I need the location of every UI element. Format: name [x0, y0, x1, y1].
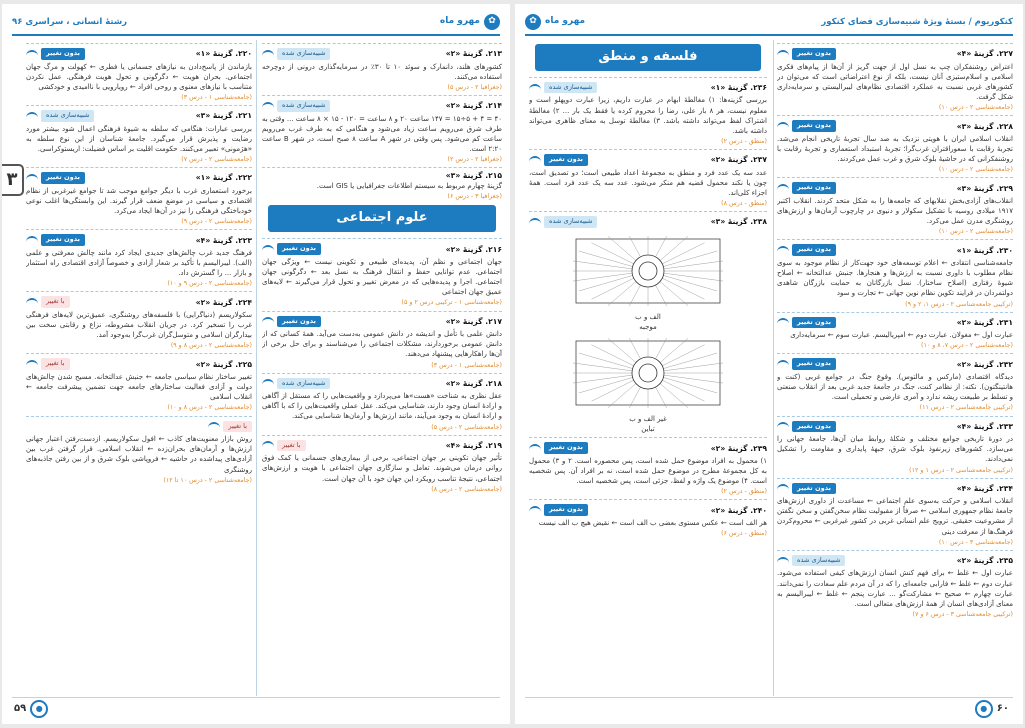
change-status-badge: بدون تغییر [792, 120, 836, 132]
answer-block [26, 353, 252, 412]
answer-header-left [26, 294, 70, 310]
answer-text: در دورهٔ تاریخی جوامع مختلف و شکلهٔ روابط میان آن‌ها، جامعهٔ جهانی را می‌سازد. کشورهای زیرنفوذ بلوک شرق، جبههٔ پایداری و مقاومت را تشکیل نمی‌دادند. [777, 435, 1013, 464]
answer-header [26, 167, 252, 186]
signal-icon [26, 236, 38, 244]
answer-block [26, 291, 252, 350]
source-reference: (جغرافیا ۳ - درس ۶) [447, 193, 502, 201]
answer-number: ۲۴۰. گزینهٔ «۲» [710, 505, 767, 515]
answer-text: دانش علمی با تأمل و اندیشه در دانش عمومی به‌دست می‌آید. همهٔ کسانی که از دانش عمومی برخوردارند، مشکلات اجتماعی را می‌شناسند و برای حل برخی از آن‌ها راهکارهایی پیشنهاد می‌دهند. [262, 330, 502, 359]
answer-block [26, 416, 252, 485]
answer-header-left [777, 242, 836, 258]
chapter-tab: ۳ [2, 164, 24, 196]
right-page-right-column [777, 40, 1013, 696]
answer-number: ۲۱۵. گزینهٔ «۳» [445, 171, 502, 181]
signal-icon [777, 422, 789, 430]
source-reference: (منطق - درس ۸) [721, 200, 767, 208]
signal-icon [529, 218, 541, 226]
answer-text: بررسی عبارات: هنگامی که سلطه به شیوهٔ فرهنگی اعمال شود بیشتر مورد رضایت و پذیرش قرار می‌گیرد. جامعهٔ شناسان از این نوع سلطه به «هژمونی» تعبیر می‌کنند. حکومت اقلیت بر اساس فضیلت: اریستوکراسی. [26, 124, 252, 153]
answer-header [26, 105, 252, 124]
answer-text: ۱) محمول به افراد موضوع حمل شده است، پس محصوره است. ۲ و ۳) محمول به کل مجموعهٔ مطرح در موضوع حمل شده است، نه بر افراد آن. پس شخصیه است. ۴) موضوع یک واژه و لفظ، جزئی است، پس شخصیه است. [529, 456, 767, 486]
answer-number: ۲۲۹. گزینهٔ «۳» [956, 183, 1013, 193]
answer-header [26, 416, 252, 435]
change-status-badge: بدون تغییر [41, 172, 85, 184]
answer-text: تأثیر جهان تکوینی بر جهان اجتماعی، برخی از بیماری‌های جسمانی یا کمک فوق روانی درمان می‌شوند. تعامل و سازگاری جهان اجتماعی با هویت و ارزش‌های اجتماعی، نتیجهٔ تناسب رویکرد این جهان خود با آن جهان است. [262, 454, 502, 483]
answer-header [26, 353, 252, 372]
change-status-badge: شبیه‌سازی شده [277, 48, 330, 60]
answer-header-left [26, 170, 85, 186]
answer-header-left [262, 241, 321, 257]
answer-number: ۲۲۸. گزینهٔ «۳» [956, 121, 1013, 131]
answer-header-left [529, 80, 597, 96]
source-reference: (جغرافیا ۲ - درس ۲) [447, 156, 502, 164]
answer-header-left [777, 419, 836, 435]
answer-text: بررسی گزینه‌ها: ۱) مغالطهٔ ابهام در عبارت داریم، زیرا عبارت دوپهلو است و معلوم نیست، هر ۸ بار علی، رضا را محروم کرده یا فقط یک بار ... ۲) مغالطهٔ اشتراک لفظ می‌تواند داشته باشد. ۳) مغالطهٔ توسل به معنای ظاهری می‌تواند داشته باشد. [529, 96, 767, 135]
signal-icon [262, 50, 274, 58]
answer-number: ۲۲۱. گزینهٔ «۳» [195, 111, 252, 121]
header-title: رشتهٔ انسانی ، سراسری ۹۶ [12, 16, 128, 27]
source-reference: (جامعه‌شناسی ۲ - درس ۷) [181, 156, 252, 164]
answer-block [262, 311, 502, 370]
answer-header [262, 373, 502, 392]
signal-icon [262, 379, 274, 387]
source-reference: (جامعه‌شناسی ۲ - درس ۹) [181, 218, 252, 226]
source-reference: (جامعه‌شناسی ۳ - درس ۱۰) [938, 538, 1013, 546]
change-status-badge: بدون تغییر [277, 243, 321, 255]
answer-block [262, 238, 502, 307]
answer-text: روش بازار معنویت‌های کاذب ← افول سکولاریسم. ازدست‌رفتن اعتبار جهانی ارزش‌ها و آرمان‌های بحران‌زده ← انقلاب اسلامی. قرار گرفتن غرب بین آزادی‌های پیدا‌شده در حاشیه ← فروپاشی بلوک شرق و از بین رفتن جاذبه‌های روشنگری [26, 435, 252, 474]
answer-header-left [262, 438, 306, 454]
answer-block [777, 312, 1013, 351]
change-status-badge: شبیه‌سازی شده [544, 216, 597, 228]
answer-header [26, 43, 252, 62]
answer-header-left [26, 356, 70, 372]
signal-icon [777, 557, 789, 565]
source-reference: (جامعه‌شناسی ۲ - درس ۹ و ۱۰) [167, 280, 252, 288]
answer-text: عبارت اول ← مغولان. عبارت دوم ← امپریالیسم. عبارت سوم ← سرمایه‌داری [790, 331, 1013, 340]
change-status-badge: با تغییر [223, 421, 252, 433]
answer-number: ۲۳۹. گزینهٔ «۲» [710, 443, 767, 453]
answer-number: ۲۳۶. گزینهٔ «۱» [710, 83, 767, 93]
signal-icon [529, 506, 541, 514]
answer-header [262, 435, 502, 454]
footer-rule [12, 697, 500, 698]
answer-header-left [26, 232, 85, 248]
answer-header [529, 499, 767, 518]
answer-header [262, 167, 502, 181]
answer-text: انقلاب‌های آزادی‌بخش نقلابهای که جامعه‌ها را به شکل متحد کردند. انقلاب اکتبر ۱۹۱۷ میلادی روسیه با تشکیل سکولار و دنیوی در چارچوب آرمان‌ها و ارزش‌های روشنگری مدرن عمل می‌کرد. [777, 196, 1013, 226]
diagram-figure [573, 236, 723, 306]
answer-header-left [777, 481, 836, 497]
answer-number: ۲۲۴. گزینهٔ «۲» [195, 297, 252, 307]
answer-number: ۲۱۷. گزینهٔ «۲» [445, 316, 502, 326]
answer-block [262, 167, 502, 201]
answer-header [777, 43, 1013, 62]
answer-header-left [208, 419, 252, 435]
answer-header-left [262, 314, 321, 330]
answer-header [777, 478, 1013, 497]
diagram-caption: موجبه [639, 322, 657, 331]
source-reference: (منطق - درس ۲) [721, 488, 767, 496]
diagram-caption: تباین [641, 425, 655, 434]
answer-header-left [529, 152, 588, 168]
logo-icon: ✿ [484, 14, 500, 30]
answer-header-left [529, 214, 597, 230]
left-page-left-column [26, 40, 252, 696]
change-status-badge: شبیه‌سازی شده [792, 555, 845, 567]
answer-header [262, 95, 502, 114]
answer-block [262, 43, 502, 92]
page-circle-icon: ● [975, 700, 993, 718]
header-rule [525, 34, 1013, 36]
signal-icon [777, 246, 789, 254]
right-page-header [525, 12, 1013, 32]
answer-number: ۲۱۹. گزینهٔ «۴» [445, 440, 502, 450]
signal-icon [262, 102, 274, 110]
answer-number: ۲۳۴. گزینهٔ «۴» [956, 483, 1013, 493]
change-status-badge: بدون تغییر [41, 48, 85, 60]
page-number-text: ۵۹ [14, 702, 27, 714]
page-circle-icon: ● [30, 700, 48, 718]
source-reference: (جامعه‌شناسی ۱ - درس ۳) [181, 93, 252, 101]
answer-header-left [262, 98, 330, 114]
answer-header [26, 291, 252, 310]
answer-block [777, 478, 1013, 547]
answer-text: ۴۰ = ۴ + ۵÷۱۵ = ۱۴۷ ساعت ۲۰ و ۸ ساعت = ۱۲۰ - ۱۵ × ۸ ساعت ... وقتی به طرف شرق می‌رویم ساعت زیاد می‌شود و هنگامی که به طرف غرب می‌رویم ساعت کم می‌شود. پس وقتی در شهر A ساعت ۸ صبح است، در شهر B ساعت ۲:۲۰ است. [262, 114, 502, 153]
answer-header-left [777, 356, 836, 372]
answer-block [262, 373, 502, 432]
answer-header-left [26, 108, 94, 124]
answer-number: ۲۱۴. گزینهٔ «۲» [445, 101, 502, 111]
answer-number: ۲۲۷. گزینهٔ «۴» [956, 49, 1013, 59]
answer-block [777, 239, 1013, 308]
answer-text: عقل نظری به شناخت «هست»ها می‌پردازد و واقعیت‌هایی را که مستقل از آگاهی و ارادهٔ انسان وجود دارند، شناسایی می‌کند. عقل عملی واقعیت‌هایی را که با آگاهی و ارادهٔ انسان به وجود می‌آیند، مانند ارزش‌ها و آرمان‌ها شناسایی می‌کند. [262, 392, 502, 421]
source-reference: (ترکیبی جامعه‌شناسی ۲ - درس ۱۱) [919, 404, 1013, 412]
signal-icon [777, 484, 789, 492]
signal-icon [26, 50, 38, 58]
signal-icon [262, 245, 274, 253]
answer-header-left [777, 553, 845, 569]
source-reference: (جامعه‌شناسی ۲ - درس ۱۰) [938, 228, 1013, 236]
signal-icon [529, 444, 541, 452]
logo-text: مهرو ماه [439, 16, 480, 27]
change-status-badge: شبیه‌سازی شده [41, 110, 94, 122]
answer-text: گزینهٔ چهارم مربوط به سیستم اطلاعات جغرافیایی یا GIS است. [316, 182, 502, 191]
source-reference: (ترکیبی جامعه‌شناسی ۳ - درس ۶ و ۷) [912, 611, 1013, 618]
change-status-badge: بدون تغییر [792, 48, 836, 60]
answer-header-left [529, 502, 588, 518]
answer-block [262, 435, 502, 494]
venn-diagram [573, 236, 723, 306]
answer-number: ۲۲۰. گزینهٔ «۱» [195, 49, 252, 59]
signal-icon [26, 174, 38, 182]
answer-header [26, 229, 252, 248]
answer-header [777, 239, 1013, 258]
diagram-caption: غیر الف و ب [629, 415, 667, 423]
source-reference: (جامعه‌شناسی ۲ - درس ۸ و ۹) [170, 342, 252, 350]
source-reference: (جامعه‌شناسی ۲ - درس ۸) [431, 485, 502, 493]
signal-icon [777, 318, 789, 326]
answer-number: ۲۳۰. گزینهٔ «۱» [956, 245, 1013, 255]
header-title: کنکوریوم / بستهٔ ویژهٔ شبیه‌سازی فضای کنکور [821, 16, 1013, 27]
answer-header-left [529, 440, 588, 456]
change-status-badge: بدون تغییر [544, 154, 588, 166]
logo-icon: ✿ [525, 14, 541, 30]
signal-icon [777, 122, 789, 130]
answer-text: جامعه‌شناسی انتقادی ← اعلام توسعه‌های خود جهت‌کار از نظام موجود به سوی نظام مطلوب با داوری نسبت به ارزش‌ها و هنجارها. جنبش عدالتخانه ← اصلاح شیوهٔ رفتاری (اصلاح ساختار). نسل بازرگانان به حمایت بازرگان شاهدی دولتمردان در فرایند تکوین نظام نوین جهانی ← تجارت و سود [777, 258, 1013, 298]
answer-header-left [26, 46, 85, 62]
answer-number: ۲۳۸. گزینهٔ «۳» [710, 217, 767, 227]
answer-header [262, 311, 502, 330]
answer-number: ۲۱۸. گزینهٔ «۲» [445, 378, 502, 388]
signal-icon [777, 360, 789, 368]
source-reference: (منطق - درس ۲) [721, 137, 767, 145]
change-status-badge: بدون تغییر [544, 504, 588, 516]
signal-icon [529, 84, 541, 92]
change-status-badge: بدون تغییر [792, 483, 836, 495]
source-reference: (جامعه‌شناسی ۲ - درس ۵) [431, 423, 502, 431]
venn-diagram [573, 338, 723, 408]
answer-header [777, 115, 1013, 134]
change-status-badge: با تغییر [277, 440, 306, 452]
source-reference: (جامعه‌شناسی ۲ - درس ۷، ۸ و ۱۰) [921, 342, 1013, 350]
answer-text: دیدگاه اقتصادی (مارکس و مالتوس). وقوع جنگ در جوامع غربی (کنت و هانتینگتون). نکته: از نظامر کنت، جنگ در جامعهٔ جدید غربی بعد از انقلاب صنعتی و تسلط بر طبیعت ریشه ندارد و آمری عارضی و تحمیلی است. [777, 373, 1013, 402]
answer-number: ۲۲۵. گزینهٔ «۲» [195, 359, 252, 369]
answer-header [777, 177, 1013, 196]
answer-text: بازماندن از پاسخ‌دادن به نیازهای جسمانی یا فطری ← کهولت و مرگ جهان اجتماعی. بحران هویت ← دگرگونی و تحول هویت فرهنگی. عمل نکردن متناسب با نیازهای معنوی و روحی افراد ← رویارویی با ناامیدی و خودکشی [26, 62, 252, 91]
publisher-logo [440, 14, 500, 30]
source-reference: (جامعه‌شناسی ۲ - درس ۱۰) [938, 104, 1013, 112]
change-status-badge: بدون تغییر [41, 234, 85, 246]
change-status-badge: بدون تغییر [792, 358, 836, 370]
left-page-right-column [262, 40, 502, 696]
source-reference: (جامعه‌شناسی ۲ - درس ۱۰) [938, 166, 1013, 174]
answer-block [529, 499, 767, 538]
answer-header [777, 416, 1013, 435]
answer-text: تغییر ساختار نظام سیاسی جامعه ← جنبش عدالتخانه. مسیح شدن چالش‌های دولت و آزادی فعالیت ساختارهای جامعه جهت تضمین پیشرفت جامعه ← انقلاب اسلامی [26, 373, 252, 402]
answer-number: ۲۱۶. گزینهٔ «۲» [445, 244, 502, 254]
answer-header [777, 550, 1013, 569]
answer-header [777, 312, 1013, 331]
answer-number: ۲۳۳. گزینهٔ «۴» [956, 421, 1013, 431]
answer-block [777, 115, 1013, 174]
change-status-badge: شبیه‌سازی شده [277, 378, 330, 390]
answer-block [26, 167, 252, 226]
left-page [2, 4, 510, 724]
answer-header-left [777, 180, 836, 196]
source-reference: (ترکیبی جامعه‌شناسی ۲ - درس ۱، ۲ و ۹) [905, 300, 1013, 308]
page-number [14, 700, 48, 718]
answer-text: عبارت اول ← غلط ← برای فهم کنش انسان ارزش‌های کیفی استفاده می‌شود. عبارت دوم ← غلط ← فارابی جامعه‌ای را که در آن مردم علم سعادت را نمی‌دانند. عبارت چهارم ← صحیح ← مشارکت‌گو ... عبارت پنجم ← غلط ← لیبرالیسم به معنای آزادی‌های انسان از همهٔ ارزش‌های متعالی است. [777, 569, 1013, 608]
answer-number: ۲۳۲. گزینهٔ «۲» [956, 359, 1013, 369]
answer-text: برخورد استعماری غرب با دیگر جوامع موجب شد تا جوامع غیرغربی از نظام اقتصادی و سیاسی در موضع ضعف قرار گیرند. این وابستگی‌ها اغلب نوعی خودباختگی فرهنگی را نیز در آن‌ها ایجاد می‌کرد. [26, 186, 252, 216]
answer-number: ۲۲۳. گزینهٔ «۴» [195, 235, 252, 245]
source-reference: (جغرافیا ۲ - درس ۵) [447, 83, 502, 91]
answer-text: هر الف است ← عکس مستوی بعضی ب الف است ← نقیض هیچ ب الف نیست [538, 518, 767, 527]
answer-header-left [262, 46, 330, 62]
answer-block [26, 43, 252, 102]
answer-block [777, 550, 1013, 619]
diagram-caption: الف و ب [635, 312, 661, 321]
header-rule [12, 34, 500, 36]
answer-block [777, 177, 1013, 236]
column-divider [773, 40, 774, 696]
answer-block [777, 43, 1013, 112]
answer-header-left [777, 118, 836, 134]
answer-header-left [262, 376, 330, 392]
signal-icon [777, 184, 789, 192]
signal-icon [26, 360, 38, 368]
answer-header [529, 149, 767, 168]
answer-block [777, 416, 1013, 475]
right-page [515, 4, 1023, 724]
answer-header [262, 43, 502, 62]
source-reference: (جامعه‌شناسی ۲ - درس ۱۰ تا ۱۲) [163, 476, 252, 484]
answer-header-left [777, 315, 836, 331]
answer-block [26, 229, 252, 288]
signal-icon [26, 112, 38, 120]
signal-icon [26, 298, 38, 306]
section-banner: علوم اجتماعی [268, 205, 496, 232]
answer-block [262, 95, 502, 164]
source-reference: (منطق - درس ۶) [721, 530, 767, 538]
answer-text: کشورهای هلند، دانمارک و سوئد ۱۰ تا ۳۰٪ در سرمایه‌گذاری درونی از دوچرخه استفاده می‌کنند. [262, 62, 502, 81]
source-reference: (جامعه‌شناسی ۱ - ترکیبی درس ۲ و ۵) [401, 299, 502, 307]
answer-number: ۲۱۳. گزینهٔ «۲» [445, 49, 502, 59]
change-status-badge: با تغییر [41, 358, 70, 370]
answer-header-left [777, 46, 836, 62]
signal-icon [262, 317, 274, 325]
change-status-badge: بدون تغییر [792, 421, 836, 433]
answer-text: انقلاب اسلامی ایران با هویتی نزدیک به صد سال تجربهٔ تاریخی انجام می‌شد. تجربهٔ رقابت با سعوراقتران غرب‌گرا؛ تجربهٔ استبداد استعماری و تجربهٔ رقابت با روشنفکرانی که در حاشیهٔ بلوک شرق و غرب عمل می‌کردند. [777, 134, 1013, 164]
signal-icon [208, 422, 220, 430]
change-status-badge: بدون تغییر [544, 442, 588, 454]
source-reference: (جامعه‌شناسی ۲ - درس ۸ و ۱۰) [167, 404, 252, 412]
answer-header [529, 77, 767, 96]
footer-rule [525, 697, 1013, 698]
answer-header [529, 437, 767, 456]
change-status-badge: با تغییر [41, 296, 70, 308]
diagram-figure [573, 338, 723, 408]
answer-block [777, 353, 1013, 412]
answer-block [529, 77, 767, 146]
answer-block [529, 437, 767, 496]
page-number-text: ۶۰ [996, 702, 1009, 714]
logo-text: مهرو ماه [545, 16, 586, 27]
answer-number: ۲۳۷. گزینهٔ «۲» [710, 155, 767, 165]
section-banner: فلسفه و منطق [535, 44, 761, 71]
left-page-header [12, 12, 500, 32]
answer-text: انقلاب اسلامی و حرکت به‌سوی علم اجتماعی ← مساعدت از داوری ارزش‌های جامعهٔ نظام جمهوری اسلامی ← صرفاً از مقبولیت نظام سخن‌گفتن و سخن نگفتن از مشروعیت حقیقی. ترویج علم انسانی غربی در کشور غیرغربی ← محروم‌کردن فرهنگ‌ها از معرفت دینی [777, 497, 1013, 536]
answer-text: سکولاریسم (دنیاگرایی) با فلسفه‌های روشنگری، عمیق‌ترین لایه‌های فرهنگی غرب را تسخیر کرد. در جریان انقلاب مشروطه، نزاع و رقابتی سخت بین بیدارگران اسلامی و متوسل‌گران غرب‌گرا به‌وجود آمد. [26, 310, 252, 340]
answer-block [529, 149, 767, 208]
change-status-badge: شبیه‌سازی شده [277, 100, 330, 112]
page-number [975, 700, 1009, 718]
answer-number: ۲۲۲. گزینهٔ «۱» [195, 173, 252, 183]
answer-header [262, 238, 502, 257]
column-divider [256, 40, 257, 696]
change-status-badge: بدون تغییر [792, 182, 836, 194]
answer-text: اعتراض روشنفکران چپ به نسل اول از جهت گریز از آن‌ها از پیام‌های فکری اسلامی و اسلام‌ستیزی آنان نیست، بلکه از نوع اعتراضاتی است که می‌توان در کشورهای غربی نسبت به عملکرد اقتصادی نظام‌های لیبرالیستی و سرمایه‌داری شکل گرفت. [777, 62, 1013, 101]
answer-header [777, 353, 1013, 372]
change-status-badge: بدون تغییر [277, 316, 321, 328]
change-status-badge: شبیه‌سازی شده [544, 82, 597, 94]
publisher-logo [525, 14, 585, 30]
right-page-left-column [529, 40, 767, 696]
change-status-badge: بدون تغییر [792, 244, 836, 256]
answer-header [529, 211, 767, 230]
source-reference: (ترکیبی جامعه‌شناسی ۲ - درس ۱ و ۱۲) [909, 466, 1013, 474]
answer-text: عدد سه یک عدد فرد و منطق به مجموعهٔ اعداد طبیعی است؛ دو تصدیق است، چون یا نکند محمول قضیه هم منکر می‌شود. عدد سه یک عدد فرد است. همهٔ اجزاء کلی‌اند. [529, 168, 767, 197]
answer-number: ۲۳۱. گزینهٔ «۲» [956, 317, 1013, 327]
change-status-badge: بدون تغییر [792, 317, 836, 329]
signal-icon [262, 441, 274, 449]
answer-block [529, 211, 767, 230]
answer-number: ۲۳۵. گزینهٔ «۲» [956, 556, 1013, 566]
answer-block [26, 105, 252, 164]
answer-text: جهان اجتماعی و نظم آن، پدیده‌ای طبیعی و تکوینی نیست ← ویژگی جهان اجتماعی. عدم توانایی حفظ و انتقال فرهنگ به نسل بعد ← دگرگونی جهان اجتماعی. اجرا و پدیده‌هایی که در معرض تغییر و تحول قرار می‌گیرند ← لایه‌های عمیق جهان اجتماعی [262, 257, 502, 297]
answer-text: فرهنگ جدید غرب چالش‌های جدیدی ایجاد کرد مانند چالش معرفتی و علمی (الف). لیبرالیسم با تأکید بر شعار آزادی و خصوصاً آزادی اقتصادی راه استثمار و بازار ... را گسترش داد. [26, 248, 252, 278]
source-reference: (جامعه‌شناسی ۱ - درس ۳) [431, 361, 502, 369]
signal-icon [529, 156, 541, 164]
signal-icon [777, 50, 789, 58]
